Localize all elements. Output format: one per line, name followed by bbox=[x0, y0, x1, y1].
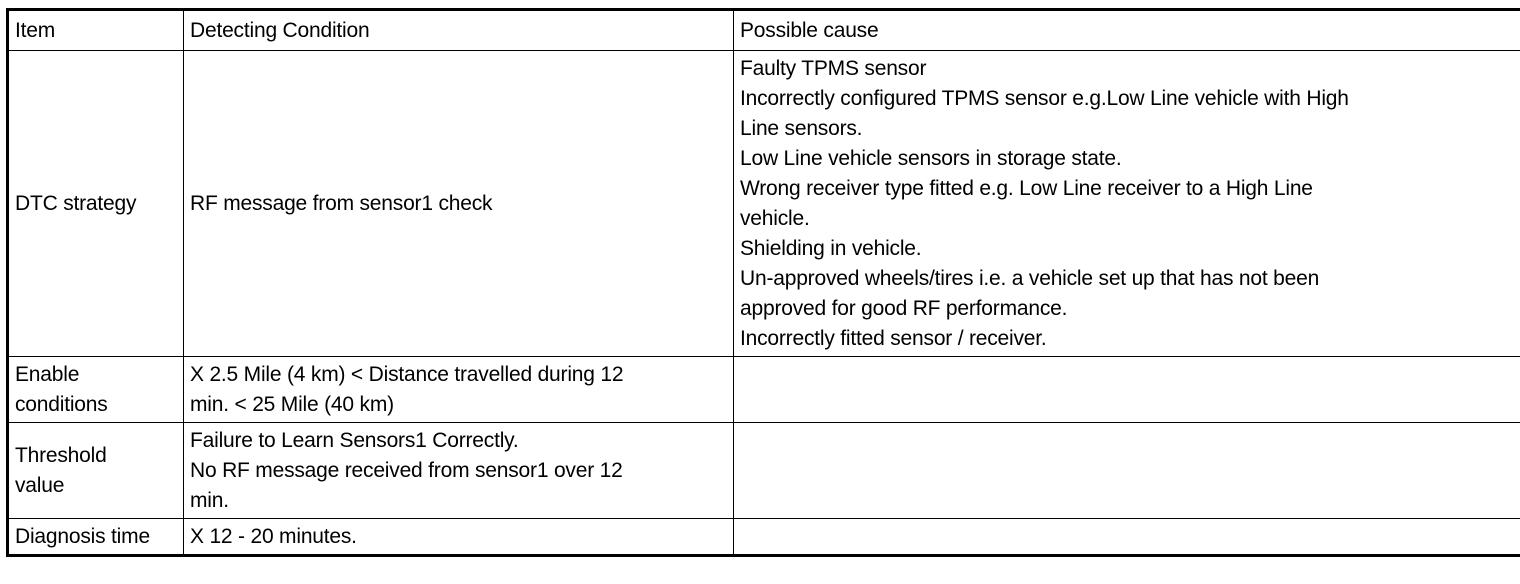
cause-line: vehicle. bbox=[740, 207, 810, 230]
diagnosis-time-item: Diagnosis time bbox=[8, 519, 184, 556]
table-row-dtc-strategy bbox=[8, 51, 1520, 357]
cause-line: Line sensors. bbox=[740, 117, 863, 140]
diagnosis-time-condition: X 12 - 20 minutes. bbox=[184, 519, 734, 556]
header-detecting-condition: Detecting Condition bbox=[184, 10, 734, 51]
threshold-value-cause bbox=[734, 423, 1520, 519]
dtc-strategy-causes bbox=[734, 51, 1520, 357]
table-row-enable-conditions bbox=[8, 357, 1520, 423]
cause-line: Wrong receiver type fitted e.g. Low Line receiver to a High Line bbox=[740, 177, 1313, 200]
dtc-strategy-item: DTC strategy bbox=[8, 51, 184, 357]
table-row-threshold-value bbox=[8, 423, 1520, 519]
header-item: Item bbox=[8, 10, 184, 51]
condition-line: Failure to Learn Sensors1 Correctly. bbox=[190, 429, 519, 452]
condition-line: X 2.5 Mile (4 km) < Distance travelled during 12 bbox=[190, 363, 624, 386]
item-line: value bbox=[15, 474, 65, 497]
cause-line: Incorrectly configured TPMS sensor e.g.Low Line vehicle with High bbox=[740, 87, 1349, 110]
enable-conditions-cause bbox=[734, 357, 1520, 423]
condition-line: No RF message received from sensor1 over 12 bbox=[190, 459, 623, 482]
cause-line: Un-approved wheels/tires i.e. a vehicle set up that has not been bbox=[740, 267, 1320, 290]
enable-conditions-condition bbox=[184, 357, 734, 423]
threshold-value-item bbox=[8, 423, 184, 519]
cause-line: Incorrectly fitted sensor / receiver. bbox=[740, 327, 1047, 350]
header-possible-cause: Possible cause bbox=[734, 10, 1520, 51]
diagnostic-sheet bbox=[6, 8, 1520, 557]
item-line: Threshold bbox=[15, 444, 107, 467]
table-header-row bbox=[8, 10, 1520, 51]
cause-line: Faulty TPMS sensor bbox=[740, 57, 927, 80]
enable-conditions-item bbox=[8, 357, 184, 423]
threshold-value-condition bbox=[184, 423, 734, 519]
item-line: conditions bbox=[15, 393, 108, 416]
table-row-diagnosis-time bbox=[8, 519, 1520, 556]
item-line: Enable bbox=[15, 363, 80, 386]
condition-line: min. < 25 Mile (40 km) bbox=[190, 393, 394, 416]
dtc-table bbox=[6, 8, 1520, 557]
condition-line: min. bbox=[190, 489, 229, 512]
diagnosis-time-cause bbox=[734, 519, 1520, 556]
cause-line: Low Line vehicle sensors in storage state. bbox=[740, 147, 1122, 170]
dtc-strategy-condition: RF message from sensor1 check bbox=[184, 51, 734, 357]
cause-line: Shielding in vehicle. bbox=[740, 237, 922, 260]
cause-line: approved for good RF performance. bbox=[740, 297, 1068, 320]
